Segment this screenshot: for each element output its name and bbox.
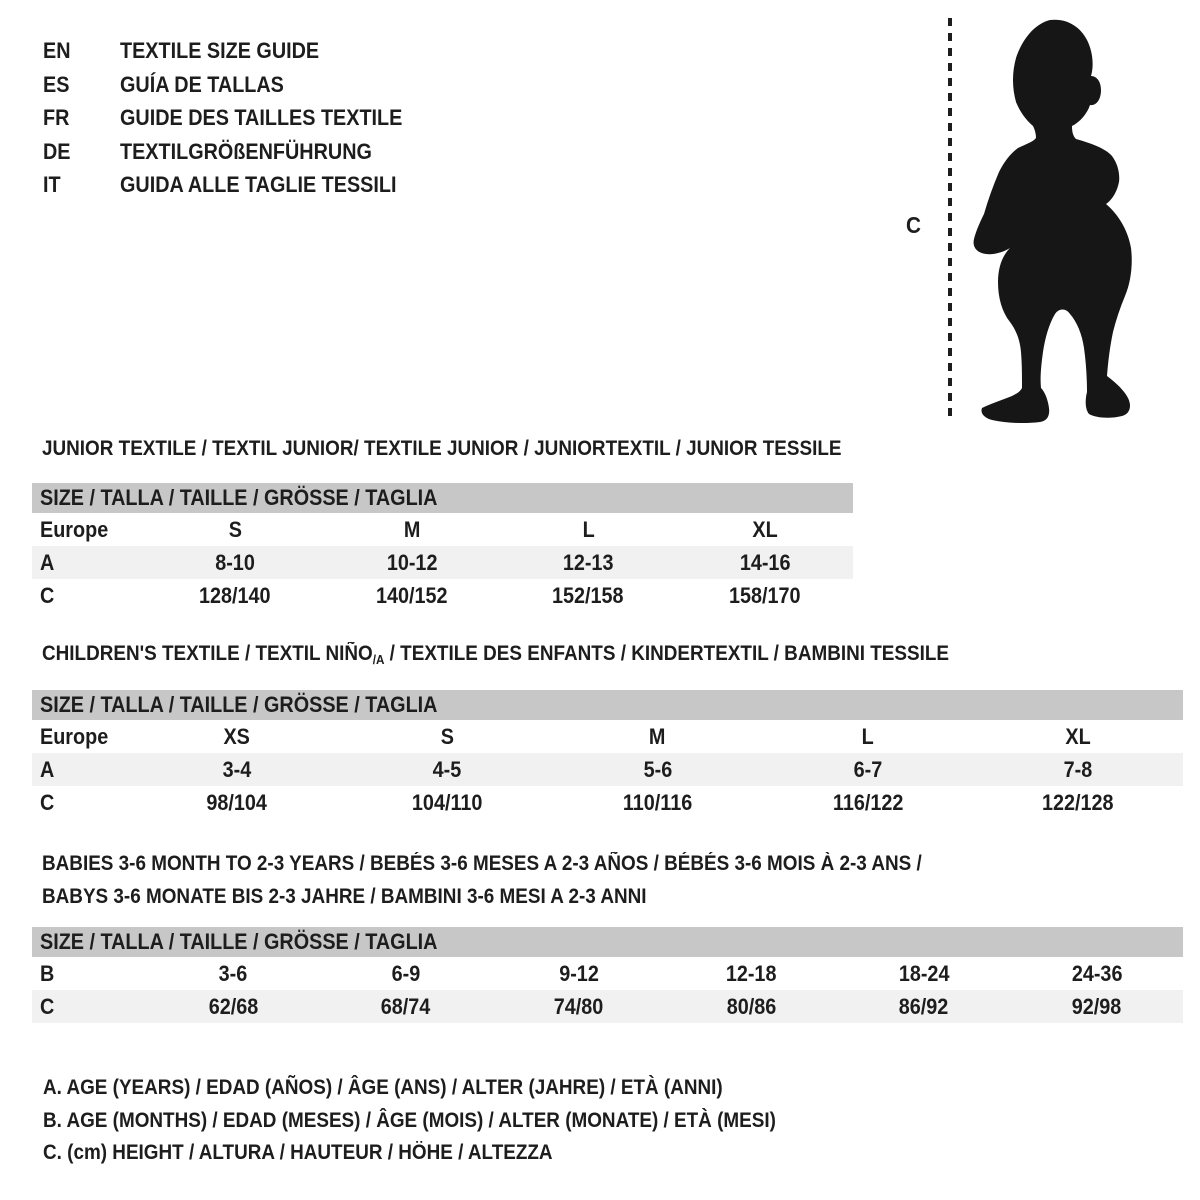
months-cell: 24-36 <box>1071 961 1123 986</box>
height-cell: 122/128 <box>1042 790 1114 815</box>
table-row-age <box>32 753 1183 786</box>
table-row-height <box>32 579 853 612</box>
size-cell: S <box>228 517 242 542</box>
age-cell: 14-16 <box>739 550 791 575</box>
size-cell: XL <box>1065 724 1091 749</box>
legend-line-c: C. (cm) HEIGHT / ALTURA / HAUTEUR / HÖHE / ALTEZZA <box>43 1141 553 1164</box>
baby-silhouette-image <box>960 16 1140 426</box>
height-cell: 158/170 <box>728 583 801 608</box>
age-cell: 12-13 <box>562 550 614 575</box>
language-code: DE <box>43 138 71 164</box>
months-cell: 9-12 <box>558 961 599 986</box>
height-cell: 86/92 <box>899 994 949 1019</box>
table-row-europe <box>32 513 853 546</box>
height-cell: 128/140 <box>199 583 272 608</box>
babies-section-title-line1: BABIES 3-6 MONTH TO 2-3 YEARS / BEBÉS 3-6 MESES A 2-3 AÑOS / BÉBÉS 3-6 MOIS À 2-3 ANS / <box>42 852 922 875</box>
age-cell: 5-6 <box>643 757 672 782</box>
height-measure-label: C <box>906 212 921 238</box>
height-cell: 98/104 <box>206 790 268 815</box>
size-cell: M <box>649 724 666 749</box>
height-cell: 68/74 <box>381 994 431 1019</box>
legend-line-b: B. AGE (MONTHS) / EDAD (MESES) / ÂGE (MOIS) / ALTER (MONATE) / ETÀ (MESI) <box>43 1108 776 1132</box>
table-row-europe <box>32 720 1183 753</box>
language-row-fr <box>43 101 434 135</box>
size-header-label: SIZE / TALLA / TAILLE / GRÖSSE / TAGLIA <box>40 929 438 954</box>
row-label: C <box>40 994 55 1019</box>
height-cell: 116/122 <box>832 790 903 815</box>
size-cell: S <box>440 724 454 749</box>
age-cell: 6-7 <box>853 757 883 782</box>
language-title: GUIDA ALLE TAGLIE TESSILI <box>120 172 397 197</box>
size-cell: M <box>403 517 420 542</box>
measure-legend <box>43 1072 857 1170</box>
language-code: EN <box>43 38 71 63</box>
language-row-en <box>43 34 434 68</box>
language-title-list <box>43 34 434 202</box>
age-cell: 7-8 <box>1063 757 1093 782</box>
row-label: C <box>40 583 55 608</box>
babies-section-title-line2: BABYS 3-6 MONATE BIS 2-3 JAHRE / BAMBINI 3-6 MESI A 2-3 ANNI <box>42 885 647 908</box>
language-code: ES <box>43 71 70 97</box>
table-row-months <box>32 957 1183 990</box>
size-header-bar <box>32 690 1183 720</box>
age-cell: 8-10 <box>215 550 256 575</box>
language-title: TEXTILE SIZE GUIDE <box>120 38 320 63</box>
size-cell: XL <box>752 517 778 542</box>
height-cell: 140/152 <box>375 583 448 608</box>
children-size-table <box>32 690 1183 819</box>
language-code: FR <box>43 105 70 130</box>
row-label: C <box>40 790 55 815</box>
height-cell: 74/80 <box>553 994 604 1019</box>
months-cell: 6-9 <box>391 961 421 986</box>
height-cell: 62/68 <box>208 994 259 1019</box>
height-cell: 80/86 <box>726 994 777 1019</box>
junior-section-title: JUNIOR TEXTILE / TEXTIL JUNIOR/ TEXTILE JUNIOR / JUNIORTEXTIL / JUNIOR TESSILE <box>42 437 842 460</box>
size-cell: L <box>582 517 595 542</box>
months-cell: 18-24 <box>898 961 950 986</box>
months-cell: 12-18 <box>726 961 777 986</box>
language-code: IT <box>43 172 61 197</box>
row-label: Europe <box>40 517 109 542</box>
height-cell: 104/110 <box>412 790 483 815</box>
language-title: GUIDE DES TAILLES TEXTILE <box>120 105 403 130</box>
language-row-de <box>43 135 434 169</box>
title-subscript: /A <box>372 652 385 667</box>
language-row-it <box>43 168 434 202</box>
row-label: B <box>40 961 55 986</box>
size-header-bar <box>32 483 853 513</box>
table-row-height <box>32 786 1183 819</box>
babies-size-table <box>32 927 1183 1023</box>
language-title: GUÍA DE TALLAS <box>120 71 284 97</box>
junior-size-table <box>32 483 853 612</box>
height-cell: 152/158 <box>552 583 625 608</box>
height-cell: 110/116 <box>622 790 693 815</box>
age-cell: 10-12 <box>386 550 438 575</box>
height-measure-dashed-line <box>948 18 952 418</box>
size-header-bar <box>32 927 1183 957</box>
size-cell: XS <box>223 724 251 749</box>
age-cell: 4-5 <box>432 757 462 782</box>
legend-line-a: A. AGE (YEARS) / EDAD (AÑOS) / ÂGE (ANS) / ALTER (JAHRE) / ETÀ (ANNI) <box>43 1076 723 1099</box>
size-header-label: SIZE / TALLA / TAILLE / GRÖSSE / TAGLIA <box>40 692 438 717</box>
row-label: Europe <box>40 724 109 749</box>
months-cell: 3-6 <box>219 961 248 986</box>
language-row-es <box>43 68 434 102</box>
row-label: A <box>40 757 55 782</box>
children-section-title: CHILDREN'S TEXTILE / TEXTIL $NIÑO_{/A}$ / TEXTILE DES ENFANTS / KINDERTEXTIL / BAMBINI TESSILE <box>42 642 950 667</box>
size-header-label: SIZE / TALLA / TAILLE / GRÖSSE / TAGLIA <box>40 485 438 510</box>
size-cell: L <box>861 724 874 749</box>
height-cell: 92/98 <box>1071 994 1122 1019</box>
table-row-height <box>32 990 1183 1023</box>
row-label: A <box>40 550 55 575</box>
language-title: TEXTILGRÖßENFÜHRUNG <box>120 138 372 164</box>
table-row-age <box>32 546 853 579</box>
age-cell: 3-4 <box>222 757 252 782</box>
